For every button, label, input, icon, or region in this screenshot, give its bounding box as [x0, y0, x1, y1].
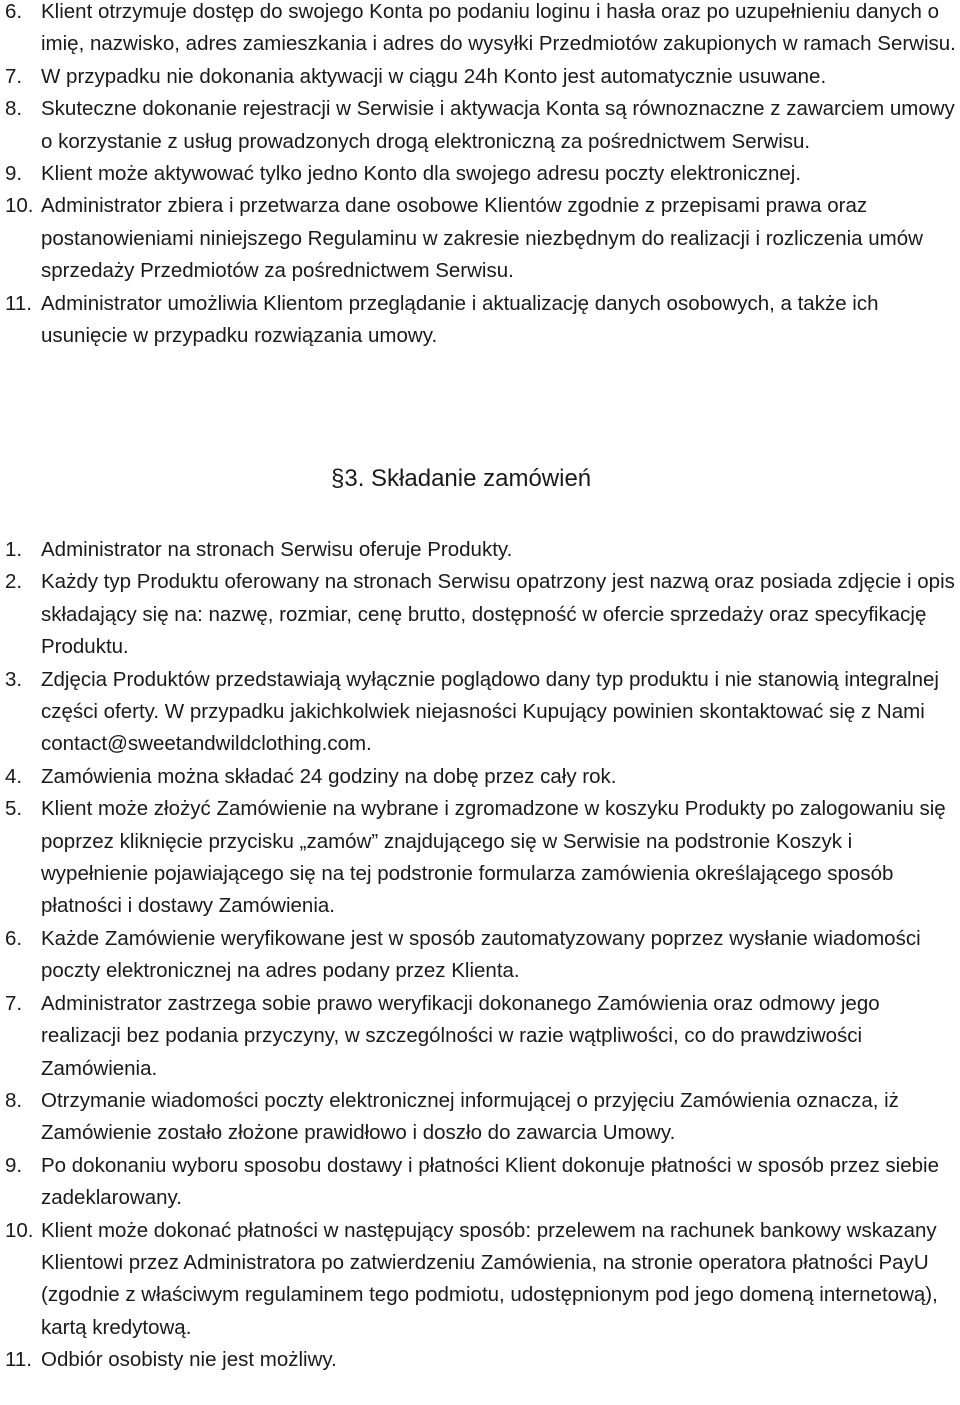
- list-item: [0, 190, 960, 287]
- list-item: [0, 793, 960, 923]
- item-text: Odbiór osobisty nie jest możliwy.: [41, 1348, 337, 1372]
- list-item: [0, 664, 960, 761]
- item-text: Zamówienia można składać 24 godziny na dobę przez cały rok.: [41, 764, 617, 788]
- item-text: W przypadku nie dokonania aktywacji w ciągu 24h Konto jest automatycznie usuwane.: [41, 64, 827, 88]
- item-text: Każde Zamówienie weryfikowane jest w sposób zautomatyzowany poprzez wysłanie wiadomości poczty elektronicznej na adres podany przez Klienta.: [41, 926, 921, 983]
- item-text: Administrator zastrzega sobie prawo weryfikacji dokonanego Zamówienia oraz odmowy jego realizacji bez podania przyczyny, w szczególności w razie wątpliwości, co do prawdziwości Zamówienia.: [41, 991, 880, 1080]
- item-number: 7.: [5, 991, 23, 1015]
- item-number: 10.: [5, 1218, 34, 1242]
- item-text: Klient może dokonać płatności w następujący sposób: przelewem na rachunek bankowy wskazany Klientowi przez Administratora po zatwierdzeniu Zamówienia, na stronie operatora płatności PayU (zgodnie z właściwym regulaminem tego podmiotu, udostępnionym pod jego domeną internetową), kartą kredytową.: [41, 1218, 938, 1339]
- item-number: 6.: [5, 0, 23, 23]
- item-number: 11.: [5, 291, 32, 315]
- list-item: [0, 1344, 960, 1376]
- item-text: Administrator zbiera i przetwarza dane osobowe Klientów zgodnie z przepisami prawa oraz postanowieniami niniejszego Regulaminu w zakresie niezbędnym do realizacji i rozliczenia umów sprzedaży Przedmiotów za pośrednictwem Serwisu.: [41, 194, 923, 283]
- list-item: [0, 1150, 960, 1215]
- item-text: Administrator umożliwia Klientom przeglądanie i aktualizację danych osobowych, a także ich usunięcie w przypadku rozwiązania umowy.: [41, 291, 879, 348]
- list-item: [0, 158, 960, 190]
- item-text: Klient może złożyć Zamówienie na wybrane i zgromadzone w koszyku Produkty po zalogowaniu się poprzez kliknięcie przycisku „zamów” znajdującego się w Serwisie na podstronie Koszyk i wypełnienie pojawiającego się na tej podstronie formularza zamówienia określającego sposób płatności i dostawy Zamówienia.: [41, 797, 946, 918]
- list-item: [0, 1215, 960, 1345]
- item-number: 6.: [5, 926, 23, 950]
- list-item: [0, 566, 960, 663]
- list-item: [0, 61, 960, 93]
- item-number: 7.: [5, 64, 23, 88]
- item-number: 4.: [5, 764, 23, 788]
- item-text: Po dokonaniu wyboru sposobu dostawy i płatności Klient dokonuje płatności w sposób przez siebie zadeklarowany.: [41, 1153, 939, 1210]
- item-number: 5.: [5, 797, 23, 821]
- item-text: Skuteczne dokonanie rejestracji w Serwisie i aktywacja Konta są równoznaczne z zawarciem umowy o korzystanie z usług prowadzonych drogą elektroniczną za pośrednictwem Serwisu.: [41, 97, 955, 153]
- list-item: [0, 923, 960, 988]
- item-number: 2.: [5, 570, 23, 594]
- item-text: Zdjęcia Produktów przedstawiają wyłącznie poglądowo dany typ produktu i nie stanowią integralnej części oferty. W przypadku jakichkolwiek niejasności Kupujący powinien skontaktować się z Nami contact@sweetandwildclothing.com.: [41, 667, 939, 756]
- list-item: [0, 988, 960, 1085]
- item-number: 9.: [5, 162, 23, 186]
- list-item: [0, 1085, 960, 1150]
- item-number: 3.: [5, 667, 23, 691]
- item-number: 10.: [5, 194, 34, 218]
- section-heading: §3. Składanie zamówień: [331, 465, 592, 492]
- section3-list: [0, 534, 960, 1377]
- list-item: [0, 761, 960, 793]
- list-item: [0, 0, 960, 61]
- list-item: [0, 534, 960, 566]
- item-text: Administrator na stronach Serwisu oferuje Produkty.: [41, 538, 513, 561]
- item-number: 8.: [5, 1088, 23, 1112]
- item-text: Otrzymanie wiadomości poczty elektronicznej informującej o przyjęciu Zamówienia oznacza, iż Zamówienie zostało złożone prawidłowo i doszło do zawarcia Umowy.: [41, 1088, 899, 1145]
- section-prev-list: [0, 0, 960, 352]
- item-text: Każdy typ Produktu oferowany na stronach Serwisu opatrzony jest nazwą oraz posiada zdjęcie i opis składający się na: nazwę, rozmiar, cenę brutto, dostępność w ofercie sprzedaży oraz specyfikację Produktu.: [41, 570, 955, 659]
- list-item: [0, 93, 960, 158]
- item-number: 1.: [5, 538, 23, 561]
- item-number: 9.: [5, 1153, 23, 1177]
- list-item: [0, 288, 960, 353]
- item-text: Klient może aktywować tylko jedno Konto dla swojego adresu poczty elektronicznej.: [41, 162, 802, 186]
- item-number: 11.: [5, 1348, 32, 1372]
- item-text: Klient otrzymuje dostęp do swojego Konta po podaniu loginu i hasła oraz po uzupełnieniu danych o imię, nazwisko, adres zamieszkania i adres do wysyłki Przedmiotów zakupionych w ramach Serwisu.: [41, 0, 956, 56]
- item-number: 8.: [5, 97, 23, 121]
